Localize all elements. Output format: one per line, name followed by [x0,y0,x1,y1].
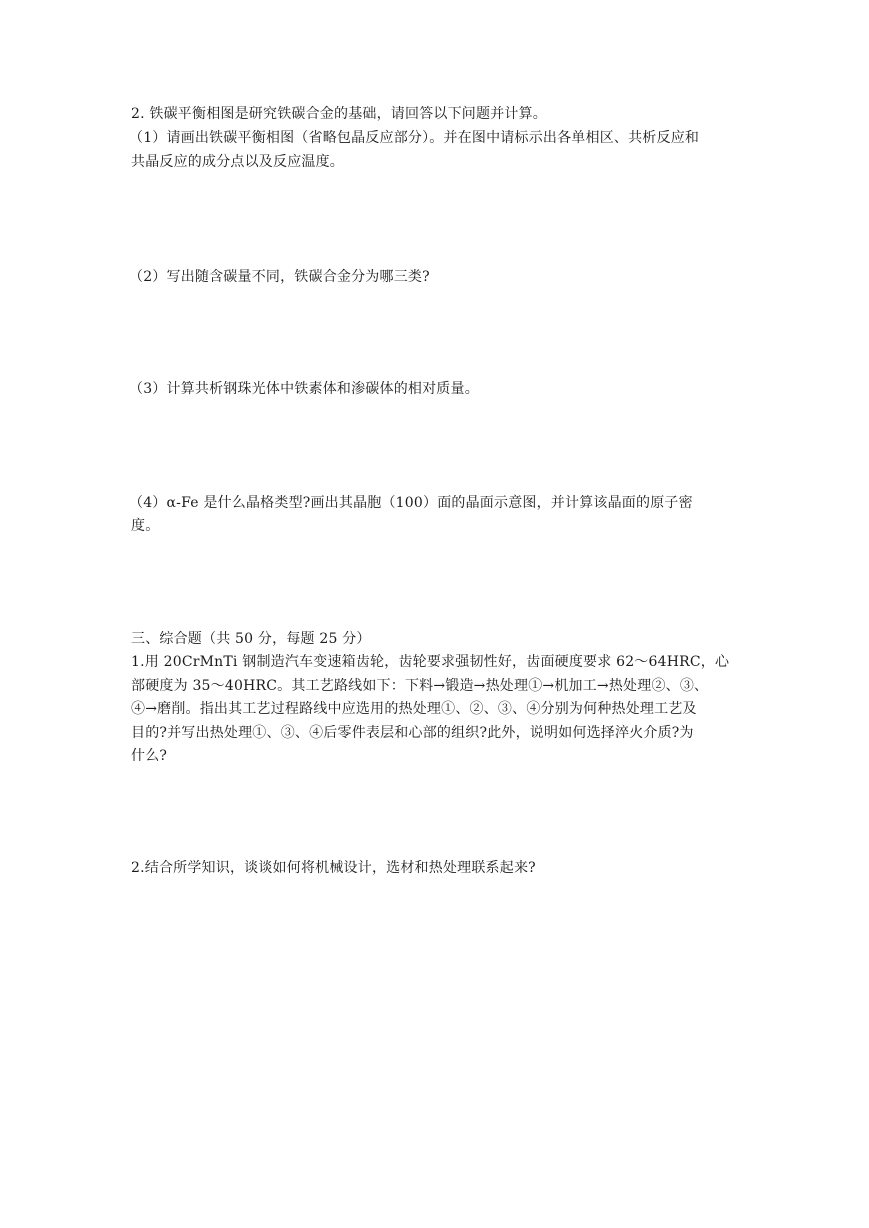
question-2-part-2: （2）写出随含碳量不同，铁碳合金分为哪三类? [129,269,430,285]
question-2-part-4-line-1: （4）α-Fe 是什么晶格类型?画出其晶胞（100）面的晶面示意图，并计算该晶面的原子密 [129,495,693,511]
question-2-part-3: （3）计算共析钢珠光体中铁素体和渗碳体的相对质量。 [129,381,479,397]
section-3-question-1-line-1: 1.用 20CrMnTi 钢制造汽车变速箱齿轮，齿轮要求强韧性好，齿面硬度要求 62～64HRC，心 [131,654,730,670]
section-3-heading: 三、综合题（共 50 分，每题 25 分） [131,631,371,647]
section-3-question-1-line-4: 目的?并写出热处理①、③、④后零件表层和心部的组织?此外，说明如何选择淬火介质?为 [131,725,694,741]
section-3-question-1-line-5: 什么? [131,748,168,764]
section-3-question-2: 2.结合所学知识，谈谈如何将机械设计，选材和热处理联系起来? [131,860,536,876]
question-2-part-1-line-1: （1）请画出铁碳平衡相图（省略包晶反应部分）。并在图中请标示出各单相区、共析反应和 [129,130,700,146]
question-2-part-4-line-2: 度。 [131,518,160,534]
question-2-part-1-line-2: 共晶反应的成分点以及反应温度。 [131,154,344,170]
section-3-question-1-line-2: 部硬度为 35～40HRC。其工艺路线如下：下料→锻造→热处理①→机加工→热处理②、③、 [131,678,709,694]
question-2-intro: 2. 铁碳平衡相图是研究铁碳合金的基础，请回答以下问题并计算。 [131,106,548,122]
section-3-question-1-line-3: ④→磨削。指出其工艺过程路线中应选用的热处理①、②、③、④分别为何种热处理工艺及 [131,701,697,717]
